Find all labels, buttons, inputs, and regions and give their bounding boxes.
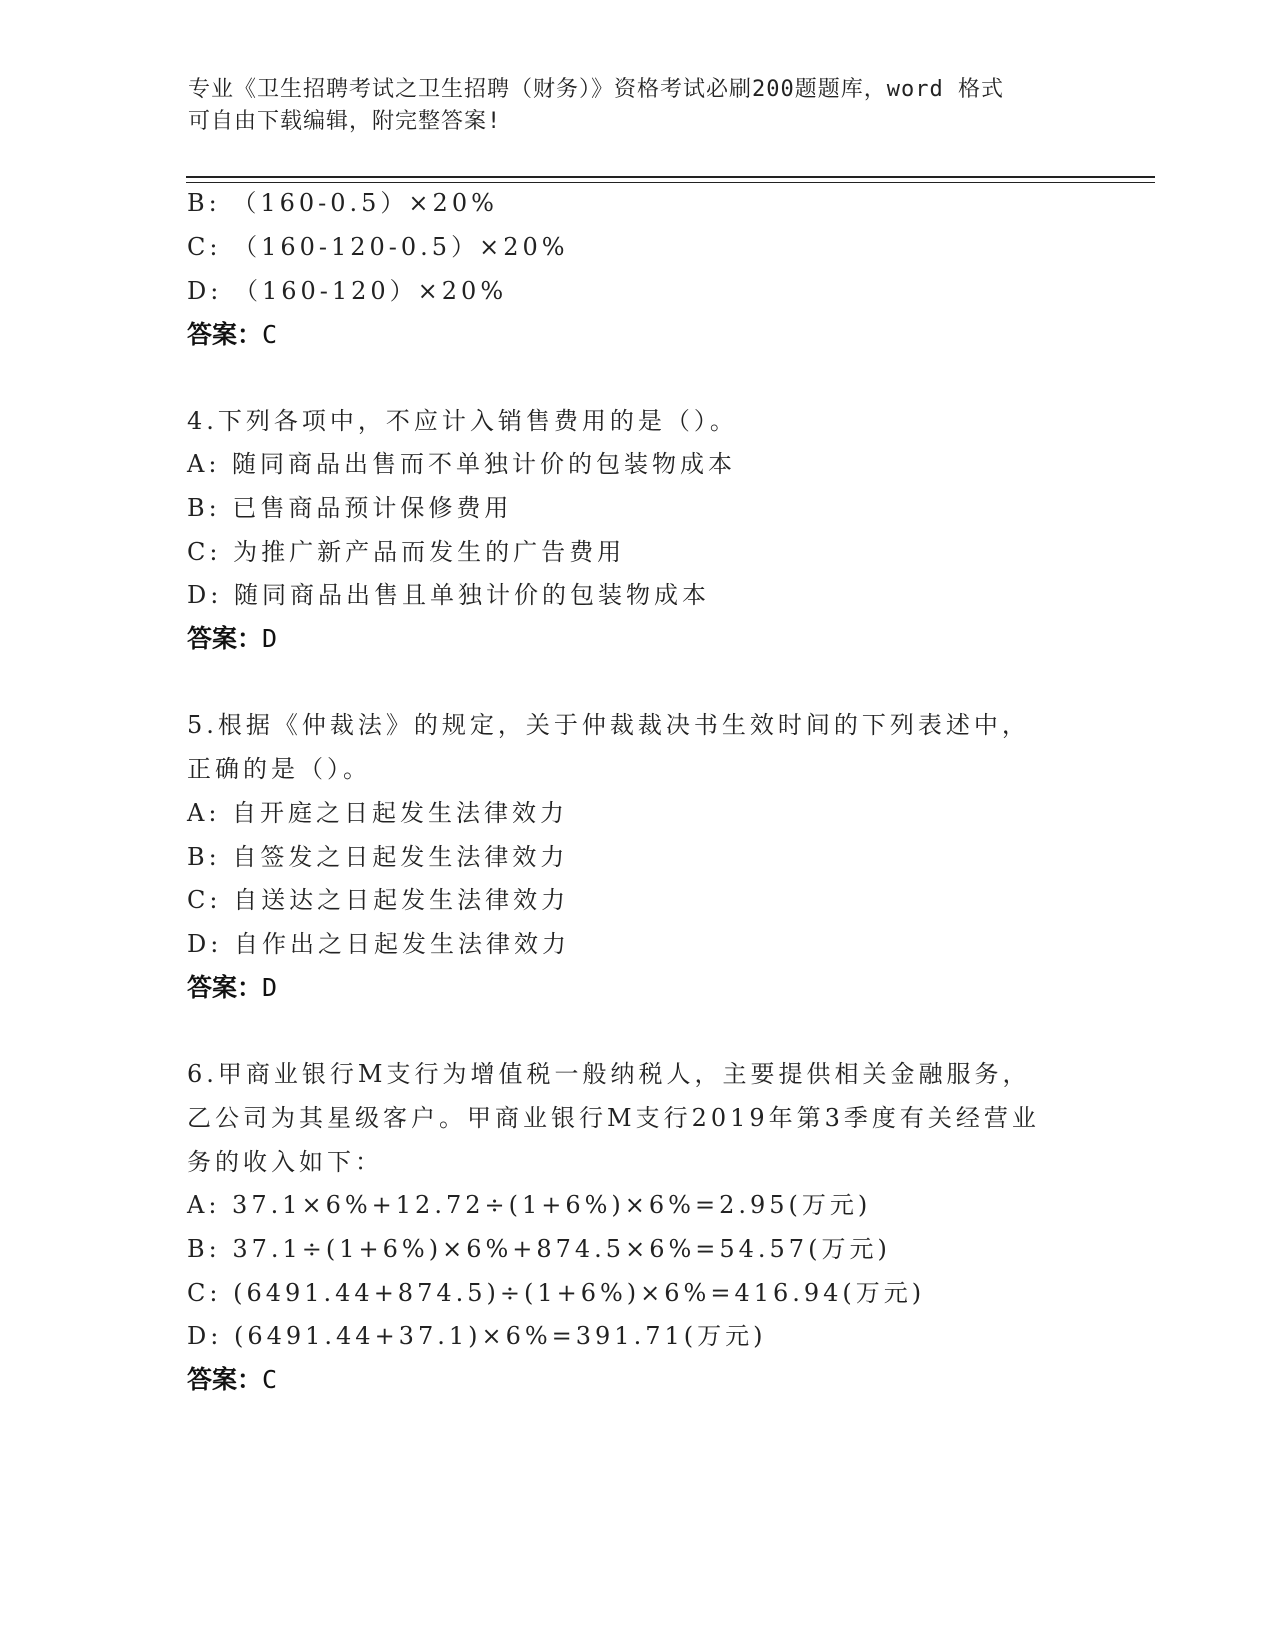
q6-answer xyxy=(187,1365,277,1395)
q4-answer xyxy=(187,624,277,654)
q3-option-c: C: （160-120-0.5）×20% xyxy=(187,233,569,261)
q3-option-d: D: （160-120）×20% xyxy=(187,277,508,305)
q5-option-a: A: 自开庭之日起发生法律效力 xyxy=(187,799,569,827)
q4-option-a: A: 随同商品出售而不单独计价的包装物成本 xyxy=(187,450,737,478)
q6-answer-label: 答案： xyxy=(187,1365,263,1394)
q4-option-c: C: 为推广新产品而发生的广告费用 xyxy=(187,538,626,566)
q5-answer-value: D xyxy=(262,973,278,1002)
q5-option-c: C: 自送达之日起发生法律效力 xyxy=(187,886,570,914)
q5-answer-label: 答案： xyxy=(187,973,263,1002)
q6-question-line-1: 6.甲商业银行M支行为增值税一般纳税人，主要提供相关金融服务， xyxy=(187,1060,1031,1088)
q6-question-line-3: 务的收入如下： xyxy=(187,1148,383,1176)
header-title-line-1: 专业《卫生招聘考试之卫生招聘（财务）》资格考试必刷200题题库，word 格式 xyxy=(188,77,1004,102)
q6-question-line-2: 乙公司为其星级客户。甲商业银行M支行2019年第3季度有关经营业 xyxy=(187,1104,1040,1132)
q6-answer-value: C xyxy=(262,1365,278,1394)
q4-question: 4.下列各项中，不应计入销售费用的是（）。 xyxy=(187,407,738,435)
q3-answer-label: 答案： xyxy=(187,320,263,349)
q4-answer-value: D xyxy=(262,624,278,653)
q4-option-d: D: 随同商品出售且单独计价的包装物成本 xyxy=(187,581,710,609)
header-title-line-2: 可自由下载编辑，附完整答案! xyxy=(188,109,502,134)
q4-option-b: B: 已售商品预计保修费用 xyxy=(187,494,513,522)
q6-option-a: A: 37.1×6%+12.72÷(1+6%)×6%=2.95(万元) xyxy=(187,1191,872,1219)
q3-answer xyxy=(187,320,277,350)
header-divider-thick xyxy=(186,176,1155,178)
header-divider-thin xyxy=(186,182,1155,183)
q5-question-line-2: 正确的是（）。 xyxy=(187,755,371,783)
q5-option-b: B: 自签发之日起发生法律效力 xyxy=(187,843,569,871)
document-header xyxy=(188,74,1088,138)
q4-answer-label: 答案： xyxy=(187,624,263,653)
q5-question-line-1: 5.根据《仲裁法》的规定，关于仲裁裁决书生效时间的下列表述中， xyxy=(187,711,1030,739)
q5-answer xyxy=(187,973,277,1003)
q6-option-b: B: 37.1÷(1+6%)×6%+874.5×6%=54.57(万元) xyxy=(187,1235,891,1263)
q6-option-d: D: (6491.44+37.1)×6%=391.71(万元) xyxy=(187,1322,767,1350)
q5-option-d: D: 自作出之日起发生法律效力 xyxy=(187,930,570,958)
q6-option-c: C: (6491.44+874.5)÷(1+6%)×6%=416.94(万元) xyxy=(187,1279,926,1307)
q3-option-b: B: （160-0.5）×20% xyxy=(187,189,498,217)
q3-answer-value: C xyxy=(262,320,278,349)
